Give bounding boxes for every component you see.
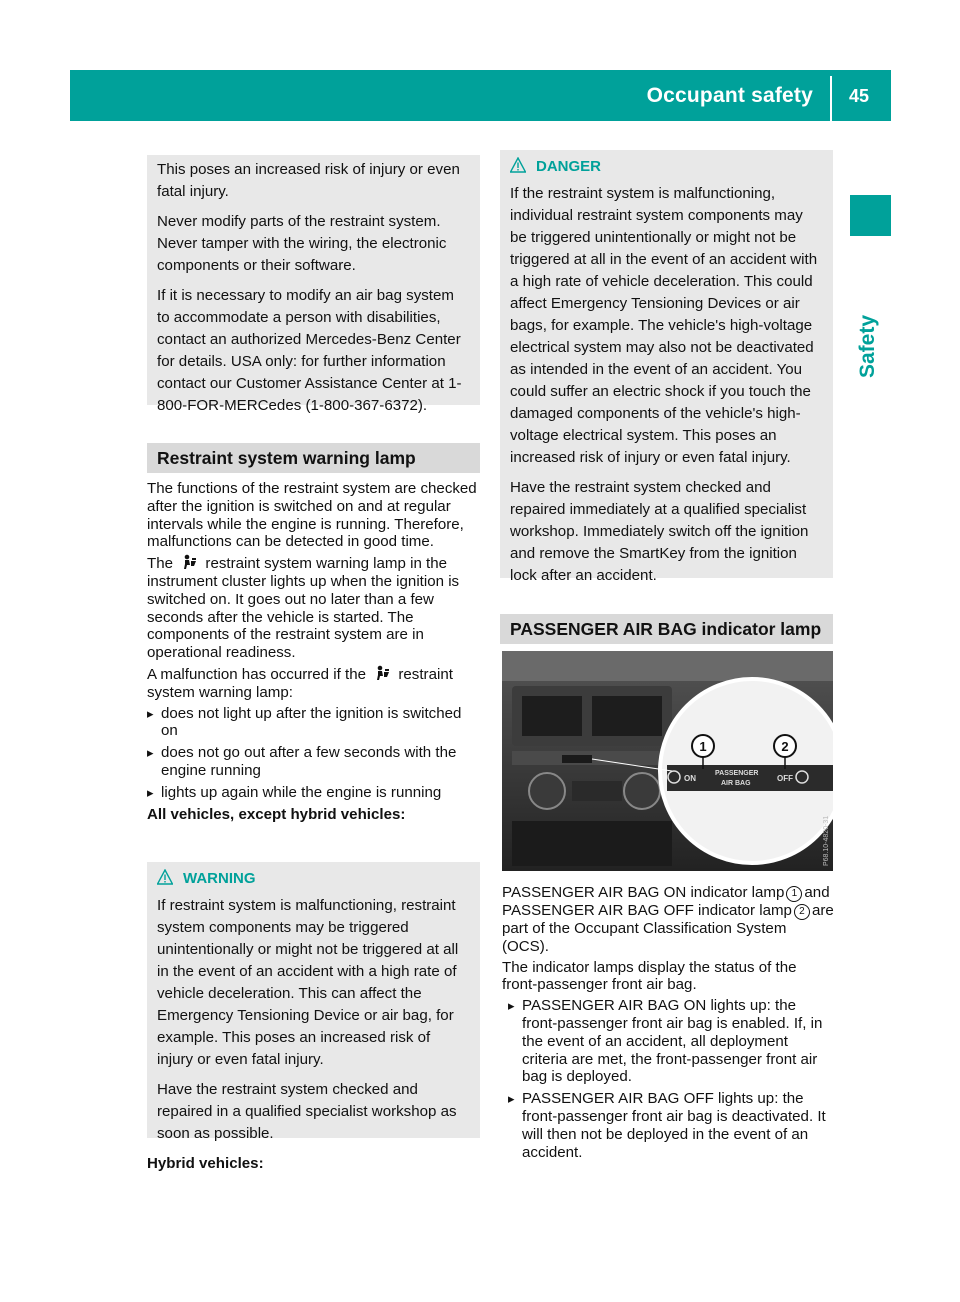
warning-triangle-icon [157,869,173,885]
restraint-warning-lamp-icon [373,665,391,681]
restraint-warning-lamp-icon [180,554,198,570]
danger-label: DANGER [536,158,602,175]
text-fragment: A malfunction has occurred if the [147,665,366,683]
list-item: ▸ PASSENGER AIR BAG ON lights up: the front-passenger front air bag is enabled. If, in the event of an accident, all deployment criteria are met, the front-passenger front air bag is deployed. [508,997,835,1086]
section-title-restraint-lamp: Restraint system warning lamp [147,443,480,473]
header-divider [830,76,832,121]
photo-callout-2: 2 [781,739,789,754]
photo-label-airbag: AIR BAG [721,780,751,787]
paragraph [147,665,480,702]
danger-paragraph: Have the restraint system checked and repaired immediately at a qualified specialist workshop. Immediately switch off the ignition and remove the SmartKey from the ignition lock after an accident. [510,479,809,584]
page-number: 45 [848,86,869,106]
dashboard-photo [502,651,833,871]
paragraph [502,884,835,956]
notice-box-top [147,155,480,414]
page-header [70,70,891,121]
list-item: ▸ lights up again while the engine is running [147,784,480,802]
side-tab-marker [850,195,891,236]
section-title-passenger-airbag: PASSENGER AIR BAG indicator lamp [500,614,833,644]
warning-box [147,862,480,1142]
passenger-airbag-text [502,884,835,1165]
warning-paragraph: If restraint system is malfunctioning, restraint system components may be triggered unintentionally or might not be triggered at all in the event of an accident with a high rate of vehicle deceleration. This can affect the Emergency Tensioning Device or air bag, for example. This poses an increased risk of injury or even fatal injury. [157,897,459,1068]
warning-paragraph: Have the restraint system checked and repaired in a qualified specialist workshop as soon as possible. [157,1081,457,1142]
warning-label: WARNING [183,870,256,887]
text-fragment: restraint system warning lamp in the instrument cluster lights up when the ignition is switched on. It goes out no later than a few seconds after the vehicle is started. The components of the restraint system are in operational readiness. [147,555,460,662]
paragraph [147,554,480,662]
danger-heading [510,157,823,177]
callout-number-1: 1 [786,886,802,902]
text-fragment: PASSENGER AIR BAG ON indicator lamp [502,884,785,901]
paragraph: The functions of the restraint system are checked after the ignition is switched on and at regular intervals while the engine is running. Therefore, malfunctions can be detected in good time. [147,480,477,551]
danger-box [500,150,833,584]
dashboard-illustration [502,651,833,871]
photo-label-off: OFF [777,774,793,783]
side-tab-label: Safety [856,314,879,378]
warning-triangle-icon [510,157,526,173]
notice-paragraph: Never modify parts of the restraint system. Never tamper with the wiring, the electronic components or their software. [157,213,447,274]
photo-ref-code: P68.10-4820-31 [823,815,830,866]
photo-label-on: ON [684,774,696,783]
notice-paragraph: This poses an increased risk of injury or even fatal injury. [157,161,460,200]
text-fragment: and PASSENGER AIR BAG OFF indicator lamp [502,884,830,919]
list-item: ▸ PASSENGER AIR BAG OFF lights up: the front-passenger front air bag is deactivated. It will then not be deployed in the event of an accident. [508,1090,835,1161]
restraint-lamp-text [147,480,480,826]
text-fragment: are part of the Occupant Classification System (OCS). [502,902,834,955]
callout-number-2: 2 [794,904,810,920]
list-item: ▸ does not go out after a few seconds with the engine running [147,744,480,780]
notice-paragraph: If it is necessary to modify an air bag system to accommodate a person with disabilities, contact an authorized Mercedes-Benz Center for details. USA only: for further information contact our Customer Assistance Center at 1-800-FOR-MERCedes (1-800-367-6372). [157,287,462,414]
subheading-all-vehicles: All vehicles, except hybrid vehicles: [147,805,406,823]
text-fragment: The [147,555,174,573]
subheading-hybrid-vehicles: Hybrid vehicles: [147,1155,264,1172]
photo-label-passenger: PASSENGER [715,770,759,777]
text-fragment: restraint system warning lamp: [147,665,453,701]
photo-callout-1: 1 [699,739,707,754]
chapter-title: Occupant safety [646,84,813,107]
danger-paragraph: If the restraint system is malfunctioning, individual restraint system components may be triggered unintentionally or might not be triggered at all in the event of an accident with a high rate of vehicle deceleration. This could affect Emergency Tensioning Devices or air bags, for example. The vehicle's high-voltage electrical system may also not be deactivated as intended in the event of an accident. You could suffer an electric shock if you touch the damaged components of the vehicle's high-voltage electrical system. This poses an increased risk of injury or even fatal injury. [510,185,818,466]
warning-heading [157,869,470,889]
paragraph: The indicator lamps display the status of the front-passenger front air bag. [502,958,797,994]
list-item: ▸ does not light up after the ignition is switched on [147,705,480,741]
